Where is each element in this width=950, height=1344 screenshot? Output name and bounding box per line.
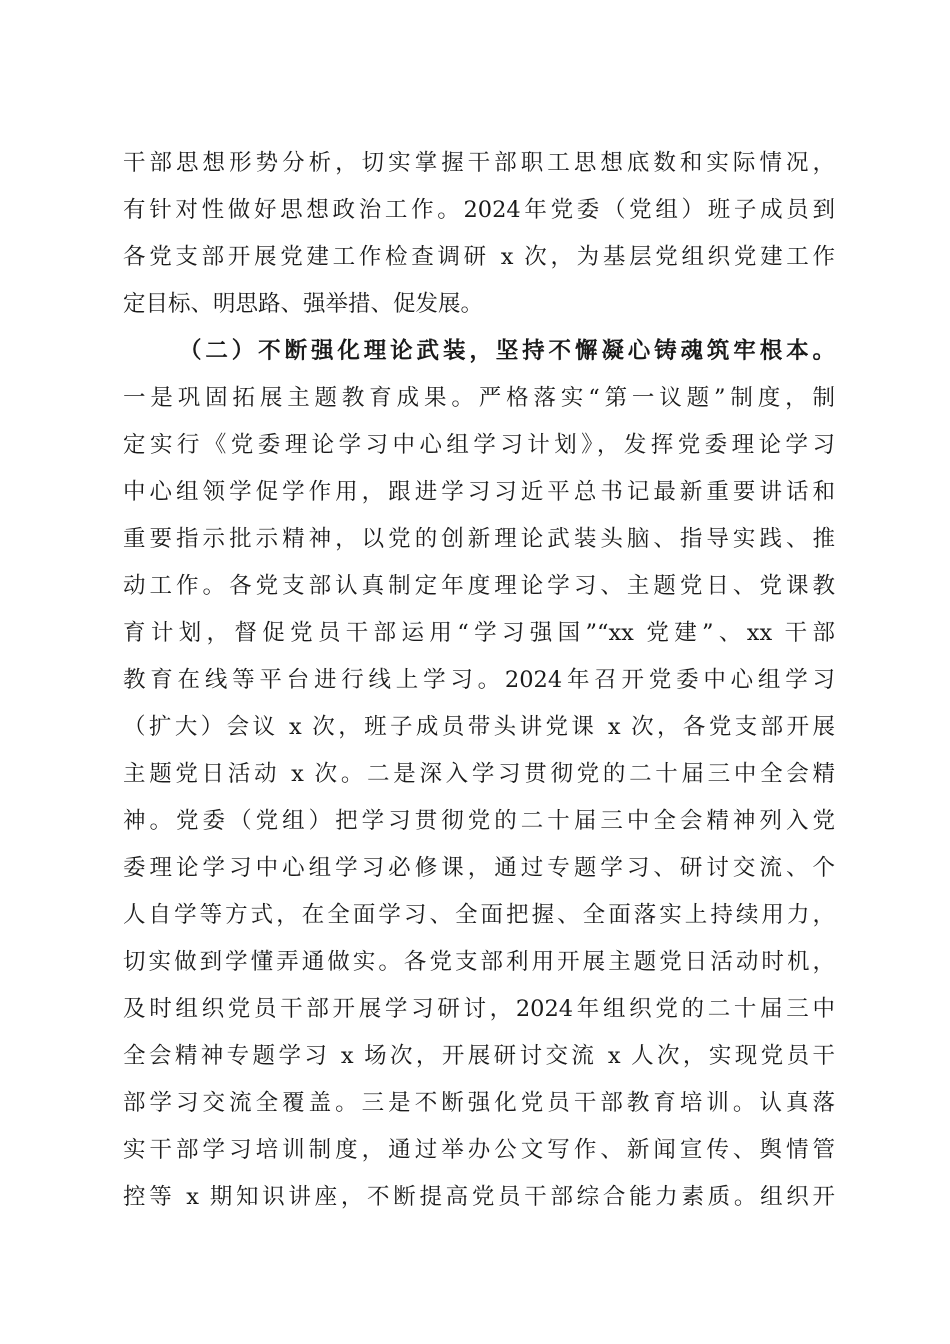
text-line: 全会精神专题学习 x 场次，开展研讨交流 x 人次，实现党员干 xyxy=(123,1043,835,1069)
text-line: 育计划，督促党员干部运用“学习强国”“xx 党建”、xx 干部 xyxy=(123,620,835,646)
text-line: 各党支部开展党建工作检查调研 x 次，为基层党组织党建工作 xyxy=(123,244,835,270)
text-line: 部学习交流全覆盖。三是不断强化党员干部教育培训。认真落 xyxy=(123,1090,835,1116)
text-line: 实干部学习培训制度，通过举办公文写作、新闻宣传、舆情管 xyxy=(123,1137,835,1163)
text-line: 控等 x 期知识讲座，不断提高党员干部综合能力素质。组织开 xyxy=(123,1184,835,1210)
text-line: 一是巩固拓展主题教育成果。严格落实“第一议题”制度，制 xyxy=(123,385,835,411)
text-line: 定目标、明思路、强举措、促发展。 xyxy=(123,291,484,317)
text-line: 人自学等方式，在全面学习、全面把握、全面落实上持续用力， xyxy=(123,902,835,928)
text-line: 委理论学习中心组学习必修课，通过专题学习、研讨交流、个 xyxy=(123,855,835,881)
text-line: 干部思想形势分析，切实掌握干部职工思想底数和实际情况， xyxy=(123,150,835,176)
text-line: 重要指示批示精神，以党的创新理论武装头脑、指导实践、推 xyxy=(123,526,835,552)
text-line: 切实做到学懂弄通做实。各党支部利用开展主题党日活动时机， xyxy=(123,949,835,975)
text-line: 及时组织党员干部开展学习研讨，2024年组织党的二十届三中 xyxy=(123,996,835,1022)
text-line: 教育在线等平台进行线上学习。2024年召开党委中心组学习 xyxy=(123,667,835,693)
section-heading: （二）不断强化理论武装，坚持不懈凝心铸魂筑牢根本。 xyxy=(179,338,835,364)
body-text xyxy=(123,140,835,1221)
text-line: 动工作。各党支部认真制定年度理论学习、主题党日、党课教 xyxy=(123,573,835,599)
text-line: 神。党委（党组）把学习贯彻党的二十届三中全会精神列入党 xyxy=(123,808,835,834)
text-line: （扩大）会议 x 次，班子成员带头讲党课 x 次，各党支部开展 xyxy=(123,714,835,740)
text-line: 中心组领学促学作用，跟进学习习近平总书记最新重要讲话和 xyxy=(123,479,835,505)
text-line: 主题党日活动 x 次。二是深入学习贯彻党的二十届三中全会精 xyxy=(123,761,835,787)
text-line: 有针对性做好思想政治工作。2024年党委（党组）班子成员到 xyxy=(123,197,835,223)
text-line: 定实行《党委理论学习中心组学习计划》，发挥党委理论学习 xyxy=(123,432,835,458)
